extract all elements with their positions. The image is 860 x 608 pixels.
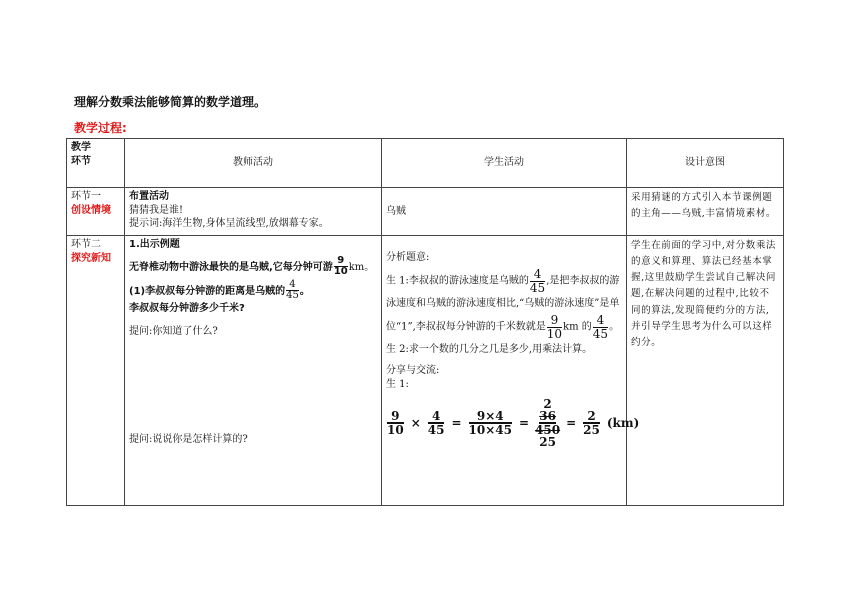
lesson-table	[66, 138, 784, 506]
calculation-equation: $\frac{9}{10}$ × $\frac{4}{45}$ = $\frac{9\times 4}{10\times 45}$ = 2 36 450 25 = $\frac{2}{25}$ (km)	[387, 397, 640, 450]
student-cell	[382, 188, 627, 236]
student-2-analysis: 生 2:求一个数的几分之几是多少,用乘法计算。	[386, 344, 593, 356]
header-stage: 教学 环节	[67, 139, 125, 188]
question-1: (1)李叔叔每分钟游的距离是乌贼的 $\frac{4}{45}$ 。 李叔叔每分钟游多少千米?	[129, 278, 310, 314]
teacher-line: 猜猜我是谁!	[129, 204, 184, 216]
question-prompt-2: 提问:说说你是怎样计算的?	[129, 433, 248, 445]
table-row	[67, 236, 784, 506]
example-title: 1.出示例题	[129, 239, 180, 250]
share-label: 分享与交流:	[386, 365, 440, 377]
design-cell: 采用猜谜的方式引入本节课例题的主角——乌贼,丰富情境素材。	[627, 188, 784, 236]
student-answer: 乌贼	[386, 205, 406, 217]
reduced-fraction: 2 36 450 25	[535, 397, 561, 450]
teacher-line: 提示词:海洋生物,身体呈流线型,放烟幕专家。	[129, 218, 329, 229]
stage-cell	[67, 236, 125, 506]
section-title: 教学过程:	[74, 121, 127, 135]
teacher-activity-title: 布置活动	[129, 191, 169, 202]
stage-name: 创设情境	[71, 204, 111, 216]
analysis-label: 分析题意:	[386, 252, 430, 263]
student-1-label: 生 1:	[386, 379, 409, 391]
question-prompt-1: 提问:你知道了什么?	[129, 326, 218, 337]
table-row	[67, 188, 784, 236]
stage-label: 环节二	[71, 239, 101, 250]
stage-cell	[67, 188, 125, 236]
teacher-cell	[125, 236, 382, 506]
stage-name: 探究新知	[71, 252, 111, 264]
design-cell: 学生在前面的学习中,对分数乘法的意义和算理、算法已经基本掌握,这里鼓励学生尝试自己解决问题,在解决问题的过程中,比较不同的算法,发现简便约分的方法,并引导学生思考为什么可以这样约分。	[627, 236, 784, 506]
student-1-analysis: 生 1:李叔叔的游泳速度是乌贼的 $\frac{4}{45}$ ,是把李叔叔的游泳速度和乌贼的游泳速度相比,“乌贼的游泳速度”是单位“1”,李叔叔每分钟游的千米数就是 $\frac{9}{10}$ km 的 $\frac{4}{45}$ 。	[386, 267, 620, 341]
header-teacher: 教师活动	[125, 139, 382, 188]
teacher-cell	[125, 188, 382, 236]
intro-text: 理解分数乘法能够简算的数学道理。	[74, 95, 267, 109]
problem-statement: 无脊椎动物中游泳最快的是乌贼,它每分钟可游 $\frac{9}{10}$ km。	[129, 254, 375, 277]
header-design: 设计意图	[627, 139, 784, 188]
stage-label: 环节一	[71, 191, 101, 202]
table-header-row	[67, 139, 784, 188]
student-cell	[382, 236, 640, 506]
header-student: 学生活动	[382, 139, 627, 188]
